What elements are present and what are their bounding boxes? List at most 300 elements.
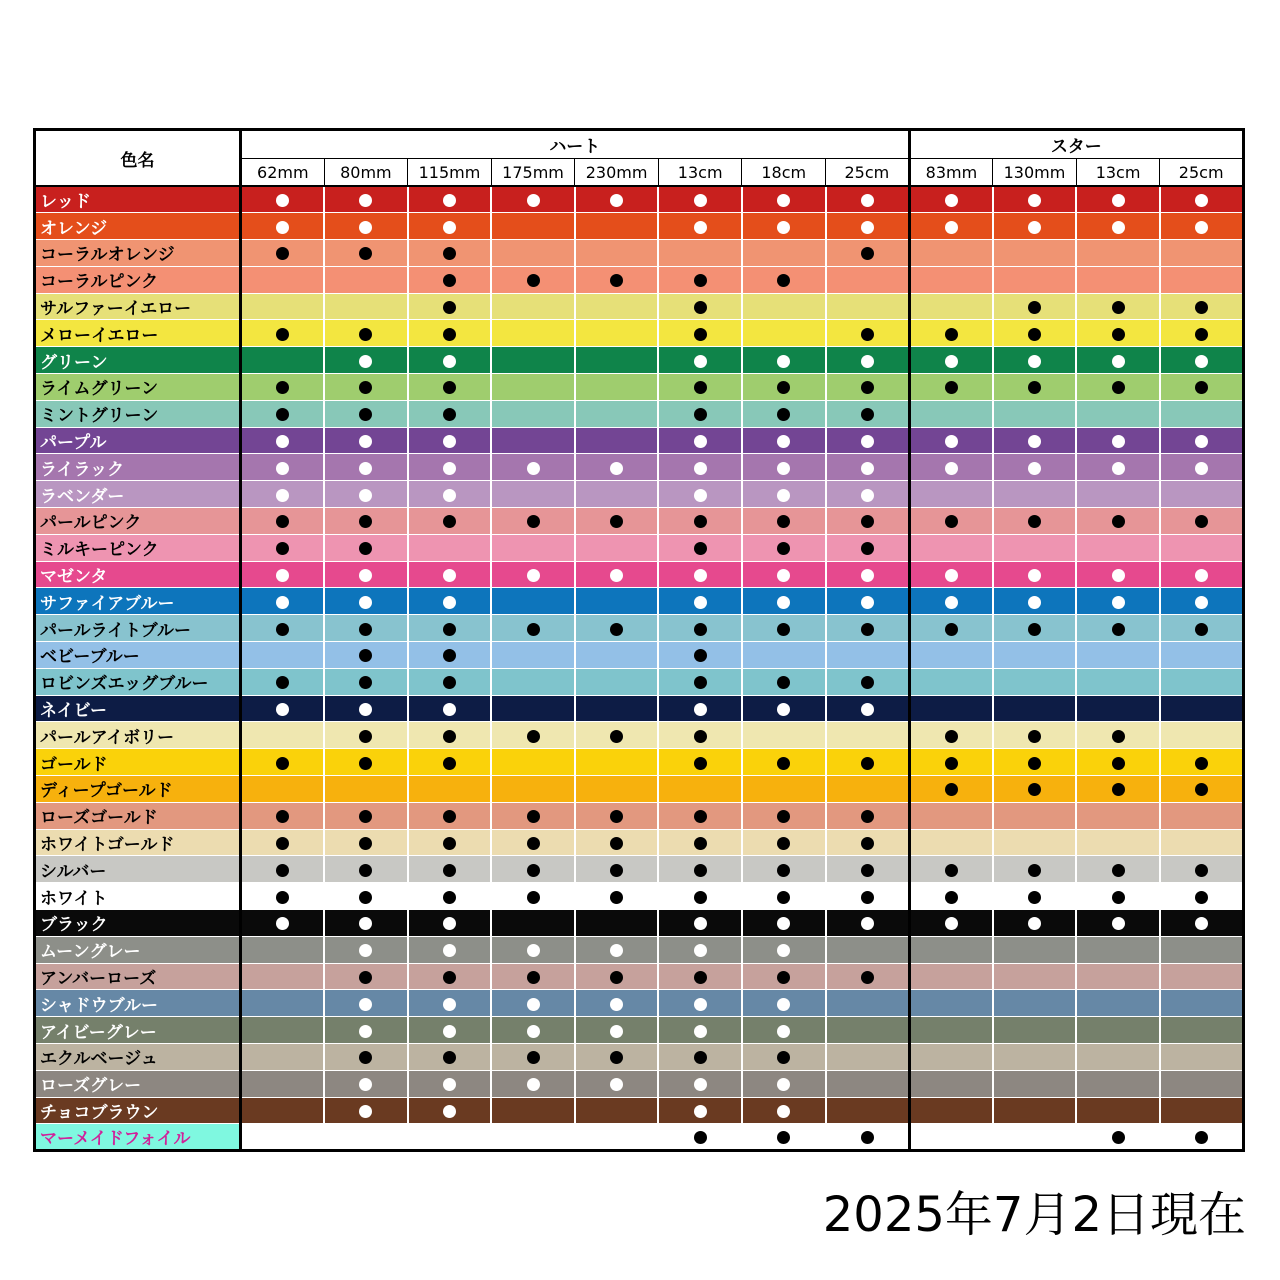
color-row (35, 481, 1244, 508)
availability-dot (694, 917, 707, 930)
color-name: マゼンタ (35, 561, 241, 588)
availability-cell (1076, 427, 1160, 454)
color-name: パールピンク (35, 508, 241, 535)
availability-cell (742, 240, 826, 267)
availability-dot (1112, 462, 1125, 475)
availability-cell (241, 213, 325, 240)
availability-cell (993, 374, 1077, 401)
availability-dot (777, 1131, 790, 1144)
availability-cell (993, 1044, 1077, 1071)
availability-dot (1195, 757, 1208, 770)
availability-cell (658, 695, 742, 722)
availability-cell (1076, 802, 1160, 829)
availability-cell (575, 883, 659, 910)
availability-dot (527, 462, 540, 475)
availability-dot (359, 623, 372, 636)
availability-cell (909, 561, 993, 588)
availability-dot (945, 623, 958, 636)
availability-cell (909, 802, 993, 829)
availability-dot (359, 1105, 372, 1118)
availability-cell (575, 990, 659, 1017)
availability-dot (861, 221, 874, 234)
availability-cell (491, 588, 575, 615)
color-name: コーラルピンク (35, 266, 241, 293)
availability-dot (443, 864, 456, 877)
availability-cell (658, 186, 742, 213)
availability-cell (658, 320, 742, 347)
availability-dot (359, 810, 372, 823)
availability-cell (909, 347, 993, 374)
color-row (35, 936, 1244, 963)
size-header: 80mm (324, 159, 408, 187)
size-header: 25cm (1160, 159, 1244, 187)
availability-cell (826, 266, 910, 293)
availability-cell (408, 1097, 492, 1124)
availability-dot (527, 1025, 540, 1038)
availability-dot (610, 1025, 623, 1038)
availability-dot (443, 891, 456, 904)
availability-cell (324, 1044, 408, 1071)
availability-cell (658, 963, 742, 990)
availability-cell (491, 1070, 575, 1097)
availability-cell (742, 615, 826, 642)
availability-cell (575, 213, 659, 240)
availability-dot (1195, 435, 1208, 448)
availability-cell (491, 695, 575, 722)
availability-cell (241, 240, 325, 267)
availability-dot (276, 381, 289, 394)
availability-cell (742, 856, 826, 883)
availability-cell (658, 588, 742, 615)
availability-cell (491, 642, 575, 669)
availability-dot (443, 247, 456, 260)
availability-cell (1160, 856, 1244, 883)
availability-cell (658, 1124, 742, 1151)
availability-cell (658, 615, 742, 642)
color-name: マーメイドフォイル (35, 1124, 241, 1151)
availability-dot (694, 355, 707, 368)
availability-dot (359, 891, 372, 904)
size-header: 83mm (909, 159, 993, 187)
availability-dot (1195, 381, 1208, 394)
availability-cell (993, 186, 1077, 213)
availability-dot (777, 998, 790, 1011)
color-row (35, 186, 1244, 213)
availability-cell (742, 508, 826, 535)
availability-cell (575, 186, 659, 213)
color-name: オレンジ (35, 213, 241, 240)
availability-cell (408, 293, 492, 320)
availability-cell (324, 400, 408, 427)
availability-dot (1112, 328, 1125, 341)
heart-group-header: ハート (241, 130, 910, 159)
availability-dot (694, 1105, 707, 1118)
availability-cell (324, 722, 408, 749)
color-row (35, 213, 1244, 240)
size-header: 13cm (1076, 159, 1160, 187)
availability-cell (575, 588, 659, 615)
color-name: シャドウブルー (35, 990, 241, 1017)
availability-cell (1076, 1044, 1160, 1071)
availability-cell (408, 427, 492, 454)
availability-cell (491, 186, 575, 213)
availability-cell (1076, 213, 1160, 240)
availability-cell (241, 454, 325, 481)
availability-cell (742, 1044, 826, 1071)
availability-cell (241, 400, 325, 427)
availability-cell (1076, 615, 1160, 642)
availability-dot (443, 730, 456, 743)
availability-dot (359, 489, 372, 502)
availability-cell (491, 668, 575, 695)
color-name: ライムグリーン (35, 374, 241, 401)
availability-dot (1028, 730, 1041, 743)
color-row (35, 374, 1244, 401)
availability-cell (658, 1097, 742, 1124)
availability-cell (826, 829, 910, 856)
availability-dot (359, 971, 372, 984)
availability-cell (993, 963, 1077, 990)
availability-cell (742, 374, 826, 401)
availability-cell (742, 266, 826, 293)
availability-cell (491, 615, 575, 642)
availability-dot (359, 730, 372, 743)
availability-dot (527, 998, 540, 1011)
color-name: レッド (35, 186, 241, 213)
availability-dot (1112, 891, 1125, 904)
availability-cell (575, 963, 659, 990)
availability-cell (658, 856, 742, 883)
availability-dot (1195, 891, 1208, 904)
color-name: ロビンズエッグブルー (35, 668, 241, 695)
availability-dot (443, 676, 456, 689)
availability-table (33, 128, 1245, 1152)
availability-dot (1028, 301, 1041, 314)
availability-dot (777, 221, 790, 234)
availability-cell (909, 829, 993, 856)
availability-cell (742, 883, 826, 910)
availability-cell (1076, 374, 1160, 401)
availability-cell (1076, 481, 1160, 508)
availability-cell (1160, 1124, 1244, 1151)
availability-cell (575, 1044, 659, 1071)
availability-dot (777, 944, 790, 957)
availability-dot (527, 891, 540, 904)
availability-cell (408, 829, 492, 856)
color-name: アンバーローズ (35, 963, 241, 990)
availability-dot (443, 435, 456, 448)
availability-dot (1195, 569, 1208, 582)
availability-dot (359, 837, 372, 850)
availability-dot (694, 381, 707, 394)
availability-cell (324, 910, 408, 937)
availability-cell (1076, 1097, 1160, 1124)
availability-cell (241, 749, 325, 776)
availability-cell (993, 588, 1077, 615)
availability-cell (491, 454, 575, 481)
availability-dot (777, 676, 790, 689)
availability-cell (1076, 454, 1160, 481)
availability-cell (1160, 722, 1244, 749)
availability-cell (742, 829, 826, 856)
availability-cell (324, 186, 408, 213)
availability-cell (658, 213, 742, 240)
availability-dot (443, 703, 456, 716)
availability-dot (1112, 301, 1125, 314)
availability-cell (324, 1070, 408, 1097)
availability-cell (1076, 749, 1160, 776)
availability-cell (241, 347, 325, 374)
availability-cell (1076, 293, 1160, 320)
availability-dot (443, 274, 456, 287)
availability-cell (826, 910, 910, 937)
availability-cell (1160, 668, 1244, 695)
availability-cell (241, 963, 325, 990)
availability-cell (1076, 936, 1160, 963)
availability-cell (324, 240, 408, 267)
availability-cell (826, 749, 910, 776)
availability-cell (909, 910, 993, 937)
availability-cell (491, 829, 575, 856)
availability-dot (276, 462, 289, 475)
availability-cell (658, 990, 742, 1017)
availability-cell (909, 534, 993, 561)
availability-dot (443, 328, 456, 341)
availability-cell (408, 963, 492, 990)
availability-cell (241, 883, 325, 910)
availability-dot (1195, 623, 1208, 636)
availability-cell (1160, 990, 1244, 1017)
availability-cell (575, 936, 659, 963)
availability-cell (826, 400, 910, 427)
availability-cell (1160, 454, 1244, 481)
availability-cell (1160, 695, 1244, 722)
availability-cell (826, 454, 910, 481)
availability-cell (324, 695, 408, 722)
availability-dot (861, 837, 874, 850)
availability-cell (993, 508, 1077, 535)
availability-dot (359, 542, 372, 555)
availability-dot (945, 355, 958, 368)
availability-dot (945, 596, 958, 609)
availability-dot (1112, 596, 1125, 609)
availability-cell (826, 1017, 910, 1044)
color-row (35, 293, 1244, 320)
availability-dot (777, 864, 790, 877)
availability-dot (443, 462, 456, 475)
availability-dot (443, 355, 456, 368)
color-row (35, 508, 1244, 535)
availability-dot (694, 194, 707, 207)
availability-cell (491, 427, 575, 454)
availability-dot (694, 837, 707, 850)
color-name: エクルベージュ (35, 1044, 241, 1071)
availability-cell (1160, 963, 1244, 990)
availability-dot (694, 1025, 707, 1038)
availability-cell (241, 695, 325, 722)
availability-cell (324, 427, 408, 454)
color-name: ネイビー (35, 695, 241, 722)
availability-cell (408, 400, 492, 427)
availability-dot (861, 435, 874, 448)
availability-dot (359, 328, 372, 341)
availability-dot (945, 515, 958, 528)
color-name: ミルキーピンク (35, 534, 241, 561)
availability-dot (1195, 515, 1208, 528)
availability-cell (1076, 963, 1160, 990)
availability-dot (1028, 435, 1041, 448)
availability-dot (1028, 355, 1041, 368)
color-name: アイビーグレー (35, 1017, 241, 1044)
availability-cell (491, 1044, 575, 1071)
color-name: チョコブラウン (35, 1097, 241, 1124)
availability-cell (1160, 936, 1244, 963)
availability-dot (443, 596, 456, 609)
availability-dot (443, 1025, 456, 1038)
availability-cell (658, 802, 742, 829)
availability-dot (443, 623, 456, 636)
availability-cell (658, 508, 742, 535)
color-name: ローズグレー (35, 1070, 241, 1097)
availability-dot (777, 917, 790, 930)
availability-cell (1160, 642, 1244, 669)
availability-cell (408, 776, 492, 803)
availability-cell (408, 213, 492, 240)
availability-dot (359, 944, 372, 957)
availability-cell (993, 240, 1077, 267)
availability-dot (443, 221, 456, 234)
availability-cell (1076, 347, 1160, 374)
availability-cell (1076, 400, 1160, 427)
availability-cell (241, 508, 325, 535)
availability-cell (324, 990, 408, 1017)
availability-dot (443, 917, 456, 930)
availability-cell (658, 374, 742, 401)
availability-dot (694, 435, 707, 448)
color-row (35, 883, 1244, 910)
availability-dot (1195, 328, 1208, 341)
availability-dot (694, 489, 707, 502)
availability-cell (241, 561, 325, 588)
availability-dot (443, 1051, 456, 1064)
availability-cell (742, 588, 826, 615)
availability-cell (909, 856, 993, 883)
availability-dot (443, 810, 456, 823)
availability-dot (777, 1105, 790, 1118)
availability-cell (658, 1017, 742, 1044)
availability-cell (1160, 1044, 1244, 1071)
availability-dot (777, 757, 790, 770)
availability-cell (826, 642, 910, 669)
availability-dot (777, 837, 790, 850)
availability-dot (276, 221, 289, 234)
availability-cell (909, 963, 993, 990)
availability-cell (324, 856, 408, 883)
availability-cell (826, 561, 910, 588)
availability-dot (694, 649, 707, 662)
color-name: コーラルオレンジ (35, 240, 241, 267)
availability-dot (276, 891, 289, 904)
availability-dot (359, 435, 372, 448)
availability-cell (909, 400, 993, 427)
availability-dot (610, 623, 623, 636)
availability-dot (861, 542, 874, 555)
availability-cell (909, 1097, 993, 1124)
availability-cell (324, 642, 408, 669)
availability-cell (241, 910, 325, 937)
availability-dot (945, 328, 958, 341)
availability-cell (324, 963, 408, 990)
availability-cell (993, 400, 1077, 427)
availability-cell (1076, 668, 1160, 695)
availability-dot (777, 408, 790, 421)
color-name: ローズゴールド (35, 802, 241, 829)
availability-cell (575, 240, 659, 267)
availability-cell (742, 802, 826, 829)
availability-cell (742, 936, 826, 963)
availability-dot (861, 703, 874, 716)
availability-cell (658, 427, 742, 454)
availability-dot (527, 971, 540, 984)
availability-dot (694, 274, 707, 287)
availability-dot (359, 1051, 372, 1064)
availability-dot (861, 408, 874, 421)
availability-cell (408, 668, 492, 695)
availability-cell (1076, 240, 1160, 267)
availability-dot (694, 864, 707, 877)
availability-cell (658, 1070, 742, 1097)
availability-dot (1112, 864, 1125, 877)
availability-cell (826, 186, 910, 213)
availability-cell (993, 776, 1077, 803)
color-name-header: 色名 (35, 130, 241, 187)
availability-cell (241, 588, 325, 615)
availability-cell (993, 1097, 1077, 1124)
color-row (35, 829, 1244, 856)
availability-cell (408, 266, 492, 293)
availability-dot (694, 971, 707, 984)
availability-cell (241, 829, 325, 856)
availability-cell (1076, 1017, 1160, 1044)
availability-dot (694, 569, 707, 582)
availability-dot (777, 971, 790, 984)
availability-dot (1028, 381, 1041, 394)
availability-dot (777, 435, 790, 448)
availability-cell (575, 454, 659, 481)
availability-cell (408, 588, 492, 615)
availability-cell (1160, 481, 1244, 508)
availability-dot (610, 998, 623, 1011)
availability-dot (1112, 623, 1125, 636)
size-header: 25cm (826, 159, 910, 187)
availability-dot (527, 1078, 540, 1091)
availability-cell (241, 293, 325, 320)
availability-cell (575, 1097, 659, 1124)
availability-cell (575, 561, 659, 588)
color-row (35, 240, 1244, 267)
availability-cell (575, 534, 659, 561)
availability-cell (909, 588, 993, 615)
availability-dot (1028, 596, 1041, 609)
availability-dot (359, 355, 372, 368)
color-row (35, 802, 1244, 829)
as-of-date: 2025年7月2日現在 (822, 1187, 1246, 1243)
availability-cell (491, 776, 575, 803)
availability-cell (993, 454, 1077, 481)
availability-cell (491, 990, 575, 1017)
availability-cell (742, 776, 826, 803)
availability-cell (324, 1097, 408, 1124)
